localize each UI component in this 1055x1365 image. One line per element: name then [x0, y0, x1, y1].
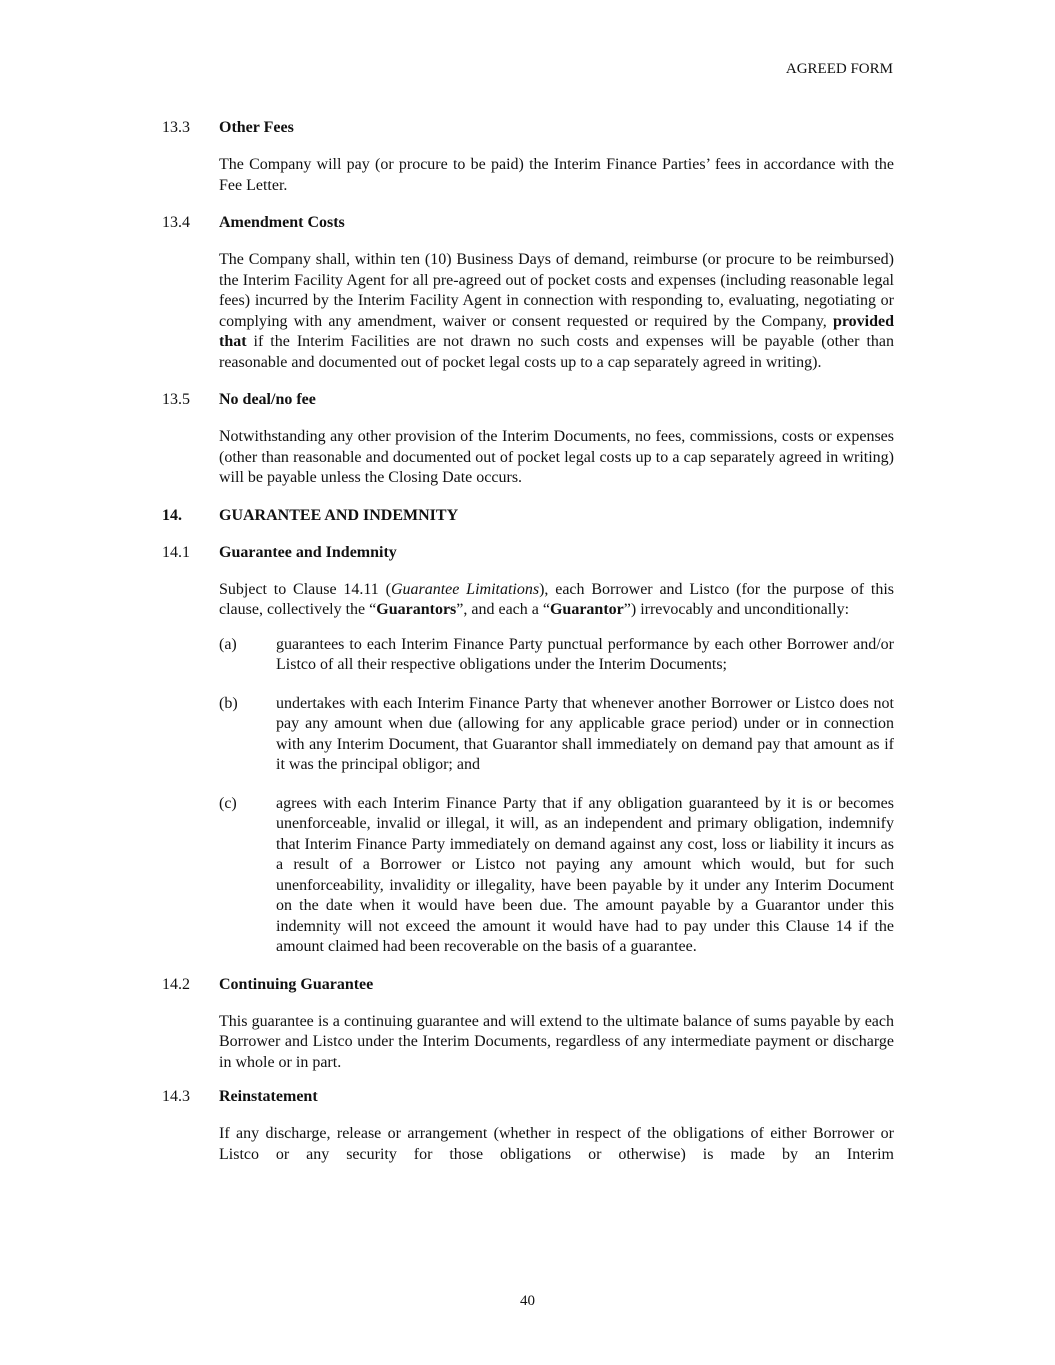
list-label: (b) — [219, 694, 238, 712]
clause-14-1-intro — [219, 580, 894, 621]
clause-number: 14.3 — [162, 1088, 190, 1105]
page-number: 40 — [520, 1293, 535, 1309]
list-item-b — [219, 694, 894, 776]
clause-title: Other Fees — [219, 119, 294, 136]
clause-14-2-heading — [162, 975, 894, 995]
page-content — [162, 118, 894, 1182]
list-item-c — [219, 794, 894, 958]
clause-title: Reinstatement — [219, 1088, 318, 1105]
cross-reference: Guarantee Limitations — [390, 580, 540, 598]
clause-number: 13.3 — [162, 119, 190, 136]
clause-13-5-heading — [162, 390, 894, 410]
clause-13-4-body — [219, 250, 894, 373]
clause-title: Continuing Guarantee — [219, 975, 374, 993]
clause-number: 14. — [162, 506, 182, 524]
clause-14-3-body: If any discharge, release or arrangement (whether in respect of the obligations of either Borrower or Listco or any security for those obligations or otherwise) is made by an Interim — [219, 1125, 894, 1163]
list-text: agrees with each Interim Finance Party that if any obligation guaranteed by it is or becomes unenforceable, invalid or illegal, it will, as an independent and primary obligation, indemnify that Interim Finance Party immediately on demand against any cost, loss or liability it incurs as a result of a Borrower or Listco not paying any amount which would, but for such unenforceability, invalidity or illegality, have been payable by it under any Interim Document on the date when it would have been due. The amount payable by a Guarantor under this indemnity will not exceed the amount it would have had to pay under this Clause 14 if the amount claimed had been recoverable on the basis of a guarantee. — [276, 794, 894, 955]
clause-14-2-body: This guarantee is a continuing guarantee and will extend to the ultimate balance of sums payable by each Borrower and Listco under the Interim Documents, regardless of any intermediate payment or discharge in whole or in part. — [219, 1012, 894, 1071]
body-text: if the Interim Facilities are not drawn no such costs and expenses will be payable (other than reasonable and documented out of pocket legal costs up to a cap separately agreed in writing). — [219, 333, 894, 371]
body-text: The Company shall, within ten (10) Business Days of demand, reimburse (or procure to be reimbursed) the Interim Facility Agent for all pre-agreed out of pocket costs and expenses (including reasonable legal fees) incurred by the Interim Facility Agent in connection with responding to, evaluating, negotiating or complying with any amendment, waiver or consent requested or required by the Company, — [219, 251, 894, 330]
clause-title: Guarantee and Indemnity — [219, 543, 397, 561]
clause-title: No deal/no fee — [219, 391, 316, 408]
clause-number: 14.2 — [162, 975, 190, 993]
list-label: (a) — [219, 635, 237, 653]
clause-number: 14.1 — [162, 543, 190, 561]
body-text: Subject to Clause 14.11 ( — [219, 580, 391, 598]
provided-that-term: provided that — [219, 312, 895, 350]
clause-13-3-heading — [162, 118, 894, 138]
page-header: AGREED FORM — [785, 61, 893, 77]
clause-13-3-body: The Company will pay (or procure to be paid) the Interim Finance Parties’ fees in accordance with the Fee Letter. — [219, 156, 894, 194]
clause-number: 13.5 — [162, 391, 190, 408]
list-label: (c) — [219, 794, 237, 812]
list-text: undertakes with each Interim Finance Party that whenever another Borrower or Listco does not pay any amount when due (allowing for any applicable grace period) under or in connection with any Interim Document, that Guarantor shall immediately on demand pay that amount as if it was the principal obligor; and — [276, 694, 894, 773]
body-text: ”, and each a “ — [456, 601, 550, 618]
defined-term: Guarantors — [376, 601, 457, 618]
list-text: guarantees to each Interim Finance Party punctual performance by each other Borrower and/or Listco of all their respective obligations under the Interim Documents; — [276, 635, 894, 673]
clause-title: Amendment Costs — [219, 214, 345, 231]
body-text: ), each Borrower and Listco (for the purpose of this clause, collectively the “ — [219, 580, 894, 618]
clause-13-4-heading — [162, 213, 894, 233]
clause-14-1-heading — [162, 543, 894, 563]
clause-14-heading — [162, 506, 894, 526]
list-item-a — [219, 635, 894, 676]
clause-number: 13.4 — [162, 214, 190, 231]
defined-term: Guarantor — [549, 601, 624, 618]
body-text: ”) irrevocably and unconditionally: — [623, 601, 850, 618]
clause-title: GUARANTEE AND INDEMNITY — [219, 506, 459, 524]
clause-14-3-heading — [162, 1087, 894, 1107]
clause-13-5-body: Notwithstanding any other provision of the Interim Documents, no fees, commissions, costs or expenses (other than reasonable and documented out of pocket legal costs up to a cap separately agreed in writing) will be payable unless the Closing Date occurs. — [219, 428, 894, 486]
